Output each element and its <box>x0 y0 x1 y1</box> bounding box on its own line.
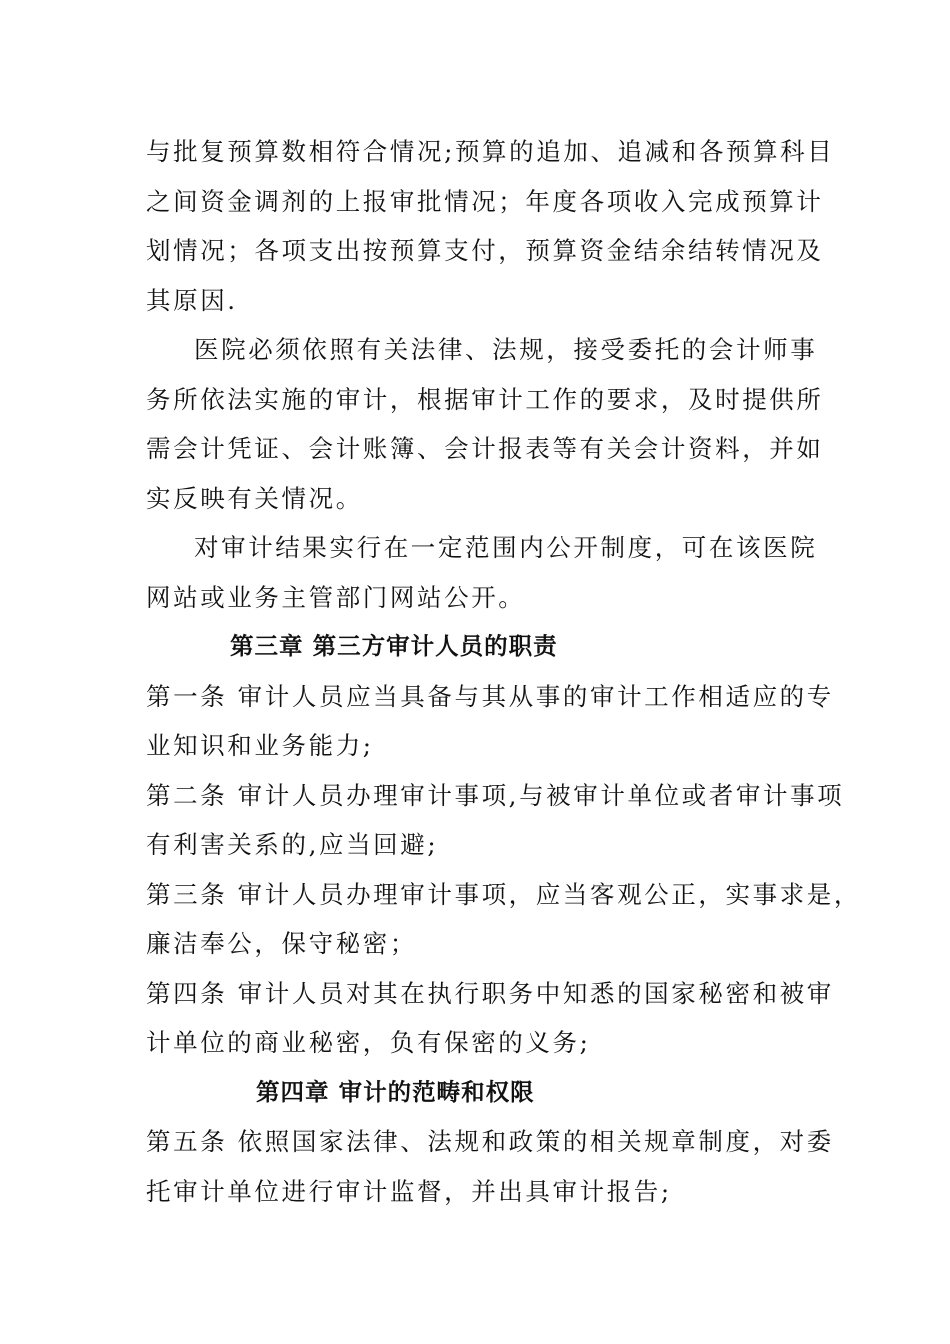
article-line: 第四条 审计人员对其在执行职务中知悉的国家秘密和被审 <box>146 978 834 1008</box>
article-line: 有利害关系的,应当回避; <box>146 830 439 859</box>
paragraph-line: 网站或业务主管部门网站公开。 <box>146 582 526 612</box>
article-line: 托审计单位进行审计监督，并出具审计报告; <box>146 1176 672 1206</box>
paragraph-line: 其原因. <box>146 285 238 315</box>
paragraph-line: 务所依法实施的审计，根据审计工作的要求，及时提供所 <box>146 384 824 414</box>
paragraph-line: 之间资金调剂的上报审批情况；年度各项收入完成预算计 <box>146 186 824 216</box>
article-line: 计单位的商业秘密，负有保密的义务; <box>146 1028 591 1057</box>
article-line: 廉洁奉公，保守秘密； <box>146 929 417 958</box>
article-line: 第一条 审计人员应当具备与其从事的审计工作相适应的专 <box>146 681 834 711</box>
paragraph-line: 需会计凭证、会计账簿、会计报表等有关会计资料，并如 <box>146 434 824 463</box>
chapter-heading: 第四章 审计的范畴和权限 <box>256 1077 535 1106</box>
document-body <box>146 127 861 1216</box>
paragraph-line: 医院必须依照有关法律、法规，接受委托的会计师事 <box>194 335 818 364</box>
article-line: 业知识和业务能力; <box>146 731 374 760</box>
paragraph-line: 与批复预算数相符合情况;预算的追加、追减和各预算科目 <box>146 137 835 166</box>
article-line: 第五条 依照国家法律、法规和政策的相关规章制度，对委 <box>146 1127 834 1156</box>
article-line: 第三条 审计人员办理审计事项，应当客观公正，实事求是， <box>146 879 861 909</box>
chapter-heading: 第三章 第三方审计人员的职责 <box>230 632 558 660</box>
paragraph-line: 对审计结果实行在一定范围内公开制度，可在该医院 <box>194 533 818 562</box>
article-line: 第二条 审计人员办理审计事项,与被审计单位或者审计事项 <box>146 780 845 810</box>
paragraph-line: 实反映有关情况。 <box>146 483 363 513</box>
paragraph-line: 划情况；各项支出按预算支付，预算资金结余结转情况及 <box>146 236 824 265</box>
